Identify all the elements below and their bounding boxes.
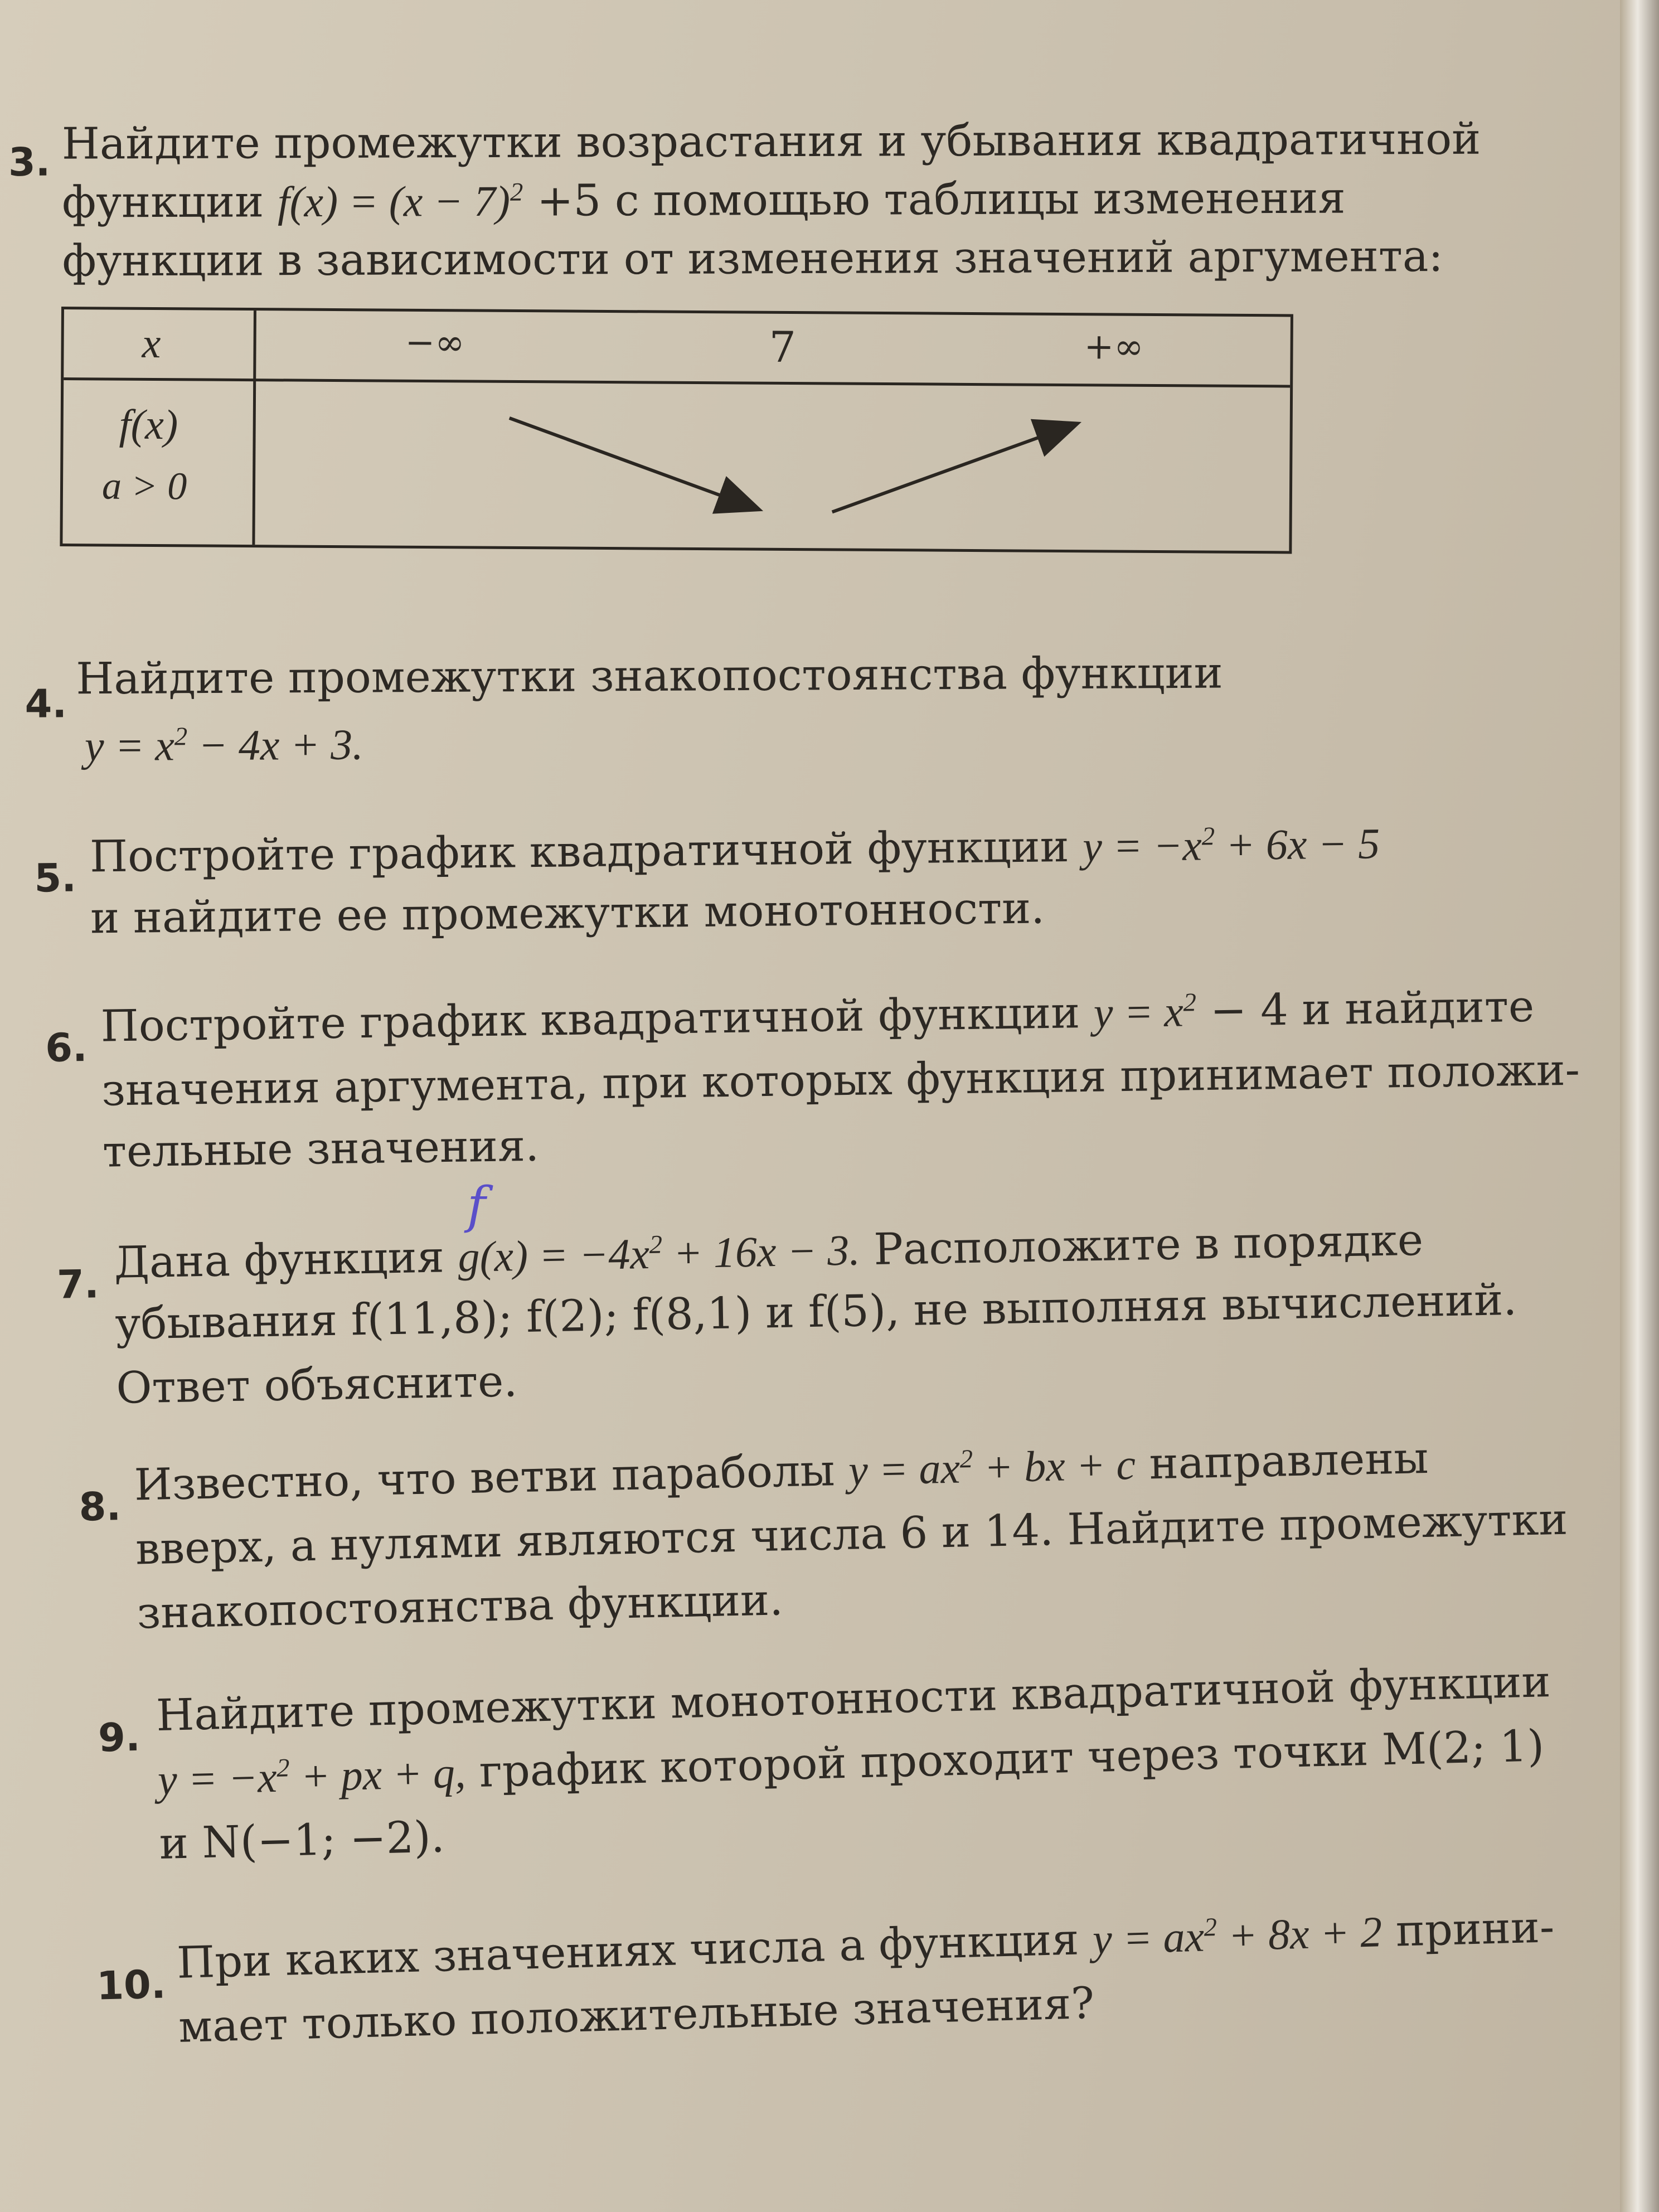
task-number: 7. <box>56 1261 100 1308</box>
sign-table <box>60 307 1293 554</box>
task-number: 3. <box>8 139 51 185</box>
task-number: 8. <box>78 1483 122 1530</box>
table-vertex-x: 7 <box>769 322 797 372</box>
task-line: Найдите промежутки монотонности квадратичной функции <box>156 1656 1551 1742</box>
table-plus-infinity: +∞ <box>1084 326 1144 368</box>
table-row-label-a: a > 0 <box>101 464 187 508</box>
formula: $y = -x^2$ + px + q, <box>157 1748 467 1804</box>
increasing-arrow <box>832 423 1075 513</box>
task-line: тельные значения. <box>102 1120 540 1177</box>
task-line: При каких значениях числа a функция $y = ax^2 + 8x + 2$ прини- <box>176 1902 1555 1988</box>
formula: $f(x) = (x - 7)^2$ <box>277 176 523 226</box>
task-line: знакопостоянства функции. <box>136 1575 784 1639</box>
table-row-label-f: f(x) <box>119 401 178 449</box>
decreasing-arrow <box>509 418 758 509</box>
task-line: и найдите ее промежутки монотонности. <box>90 883 1045 944</box>
task-line: функции $f(x) = (x - 7)^2 +5$ с помощью таблицы изменения <box>62 173 1346 228</box>
task-line: вверх, а нулями являются числа 6 и 14. Найдите промежутки <box>135 1494 1569 1575</box>
task-line: Постройте график квадратичной функции $y = x^2 - 4$ и найдите <box>100 981 1535 1052</box>
formula: $y = -x^2 + 6x - 5$ <box>1082 819 1380 871</box>
task-line: Ответ объясните. <box>115 1356 518 1414</box>
table-minus-infinity: −∞ <box>405 322 465 364</box>
task-line: Дана функция $g(x) = -4x^2 + 16x - 3$. Расположите в порядке <box>113 1215 1424 1288</box>
monotonicity-arrows <box>62 309 1291 551</box>
task-number: 10. <box>96 1961 167 2009</box>
task-line: мает только положительные значения? <box>178 1978 1095 2053</box>
page-stack-edge <box>1620 0 1659 2212</box>
task-line: $y = -x^2$ + px + q, график которой проходит через точки M(2; 1) <box>157 1721 1545 1804</box>
handwritten-correction: f <box>467 1176 486 1235</box>
formula: $y = x^2 - 4x + 3$. <box>84 720 363 770</box>
task-number: 4. <box>25 681 67 727</box>
formula: $y = x^2$ <box>1093 987 1197 1037</box>
task-line: Постройте график квадратичной функции $y = -x^2 + 6x - 5$ <box>89 819 1380 882</box>
task-line: и N(−1; −2). <box>158 1812 445 1869</box>
task-number: 5. <box>34 855 77 901</box>
formula: $y = ax^2 + 8x + 2$ <box>1092 1907 1383 1963</box>
task-line: функции в зависимости от изменения значений аргумента: <box>62 231 1443 287</box>
task-number: 9. <box>98 1714 141 1761</box>
task-line: Известно, что ветви параболы $y = ax^2$ + bx + c направлены <box>133 1433 1429 1511</box>
task-line: Найдите промежутки знакопостоянства функции <box>76 648 1223 705</box>
formula: $y = ax^2$ + bx + c <box>848 1439 1136 1495</box>
formula: $g(x) = -4x^2 + 16x - 3$. <box>457 1225 861 1281</box>
task-line: Найдите промежутки возрастания и убывания квадратичной <box>61 114 1481 169</box>
task-number: 6. <box>45 1025 88 1071</box>
task-line: значения аргумента, при которых функция принимает положи- <box>101 1045 1580 1116</box>
task-line: убывания f(11,8); f(2); f(8,1) и f(5), не выполняя вычислений. <box>114 1274 1517 1350</box>
table-header-x: x <box>142 319 161 367</box>
